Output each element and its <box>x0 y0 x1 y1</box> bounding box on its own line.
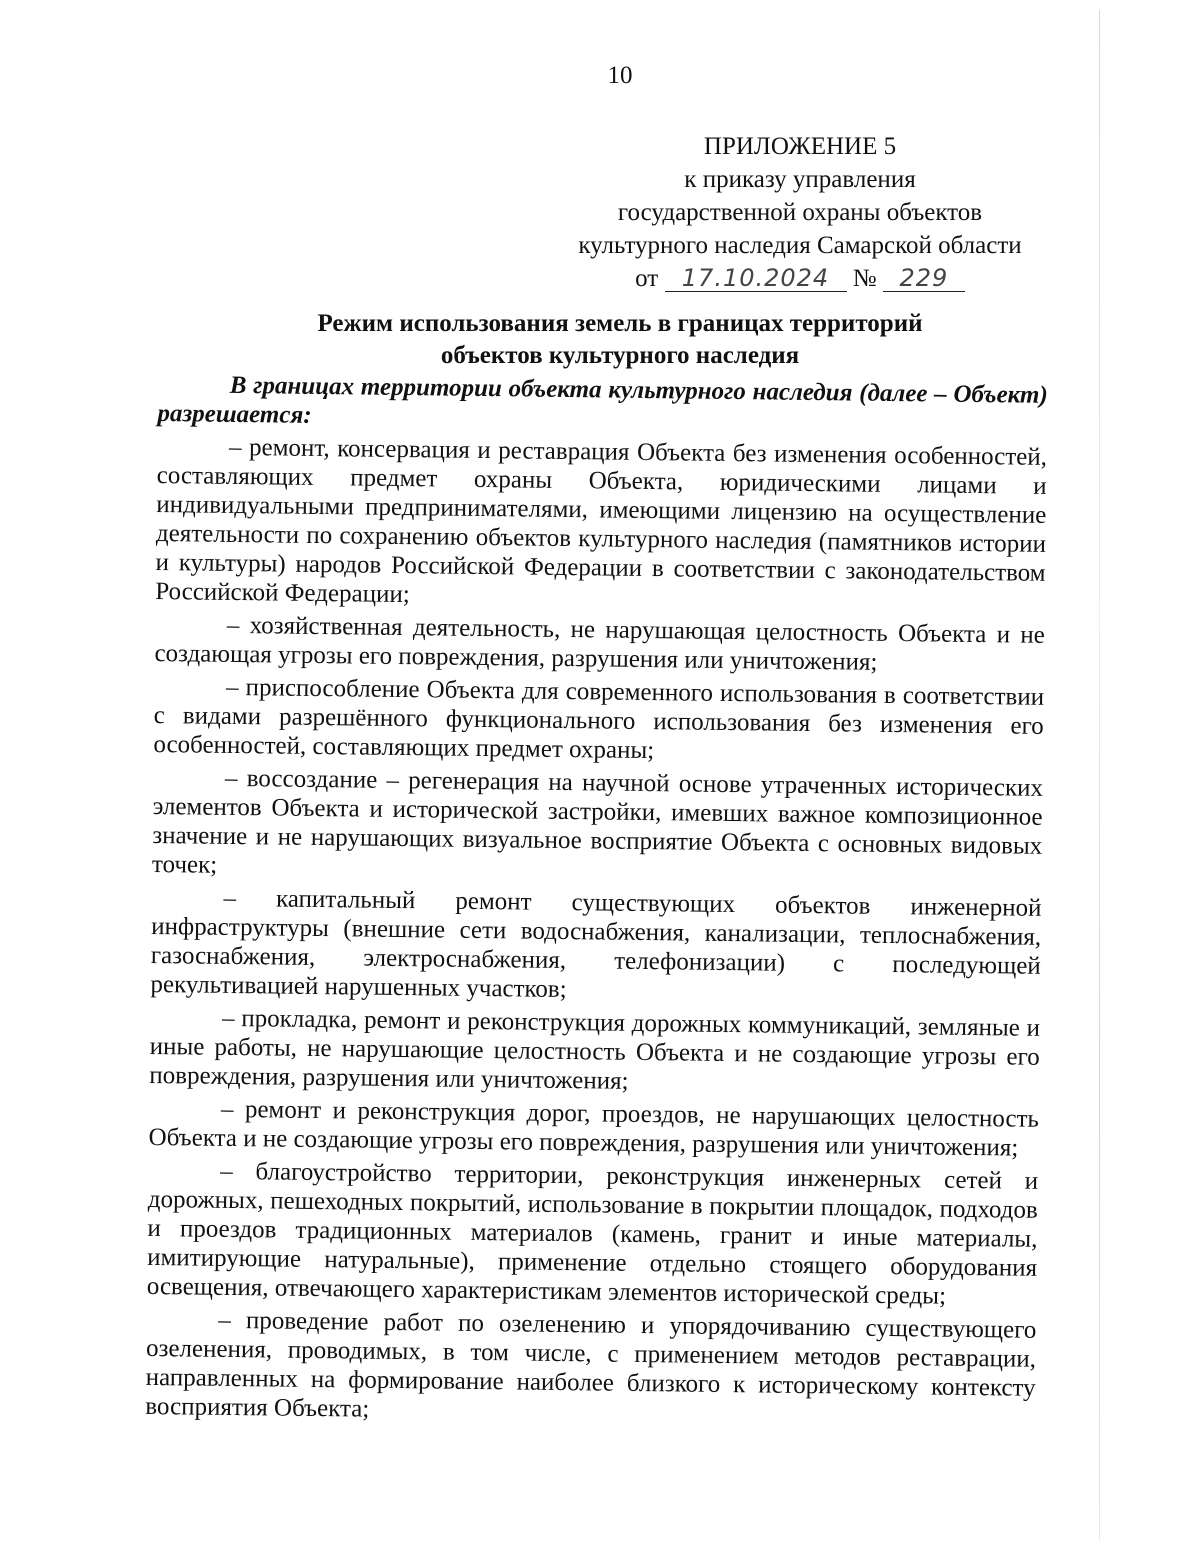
date-prefix: от <box>635 265 659 292</box>
number-prefix: № <box>852 265 877 292</box>
list-item: – благоустройство территории, реконструкция инженерных сетей и дорожных, пешеходных покрытий, использование в покрытии площадок, подходов и проездов традиционных материалов (камень, гранит и иные материалы, имитирующие натуральные), применение отдельно стоящего оборудования освещения, отвечающего характеристикам элементов исторической среды; <box>146 1157 1039 1310</box>
appendix-date-line <box>540 262 1060 295</box>
list-item: – воссоздание – регенерация на научной основе утраченных исторических элементов Объекта и исторической застройки, имевших важное композиционное значение и не нарушающих визуальное восприятие Объекта с основных видовых точек; <box>151 764 1044 879</box>
list-item: – прокладка, ремонт и реконструкция дорожных коммуникаций, земляные и иные работы, не нарушающие целостность Объекта и не создающие угрозы его повреждения, разрушения или уничтожения; <box>149 1004 1041 1095</box>
appendix-header <box>540 130 1060 295</box>
title-line-1: Режим использования земель в границах территорий <box>317 310 923 337</box>
appendix-line-1: к приказу управления <box>684 166 916 193</box>
list-item: – проведение работ по озеленению и упорядочиванию существующего озеленения, проводимых, в том числе, с применением методов реставрации, направленных на формирование наиболее близкого к историческому контексту восприятия Объекта; <box>145 1306 1037 1423</box>
list-item: – ремонт, консервация и реставрация Объекта без изменения особенностей, составляющих предмет охраны Объекта, юридическими лицами и индивидуальными предпринимателями, имеющими лицензию на осуществление деятельности по сохранению объектов культурного наследия (памятников истории и культуры) народов Российской Федерации в соответствии с законодательством Российской Федерации; <box>155 433 1048 609</box>
appendix-line-3: культурного наследия Самарской области <box>578 232 1022 259</box>
appendix-line-2: государственной охраны объектов <box>617 199 983 226</box>
list-item: – капитальный ремонт существующих объектов инженерной инфраструктуры (внешние сети водоснабжения, канализации, теплоснабжения, газоснабжения, электроснабжения, телефонизации) с последующей рекультивацией нарушенных участков; <box>150 884 1042 1004</box>
page-number: 10 <box>607 62 633 89</box>
list-item: – ремонт и реконструкция дорог, проездов, не нарушающих целостность Объекта и не создающие угрозы его повреждения, разрушения или уничтожения; <box>148 1095 1040 1162</box>
handwritten-date: 17.10.2024 <box>665 265 847 292</box>
handwritten-number: 229 <box>883 265 965 292</box>
scan-edge-line <box>1099 10 1100 1540</box>
list-item: – приспособление Объекта для современного использования в соответствии с видами разрешённого функционального использования без изменения его особенностей, составляющих предмет охраны; <box>153 673 1045 765</box>
intro-paragraph: В границах территории объекта культурного наследия (далее – Объект) разрешается: <box>157 371 1048 429</box>
document-body <box>145 370 1048 1436</box>
list-item: – хозяйственная деятельность, не нарушающая целостность Объекта и не создающая угрозы его повреждения, разрушения или уничтожения; <box>154 611 1045 676</box>
document-title <box>160 308 1080 372</box>
title-line-2: объектов культурного наследия <box>440 342 800 369</box>
appendix-title: ПРИЛОЖЕНИЕ 5 <box>703 133 897 160</box>
